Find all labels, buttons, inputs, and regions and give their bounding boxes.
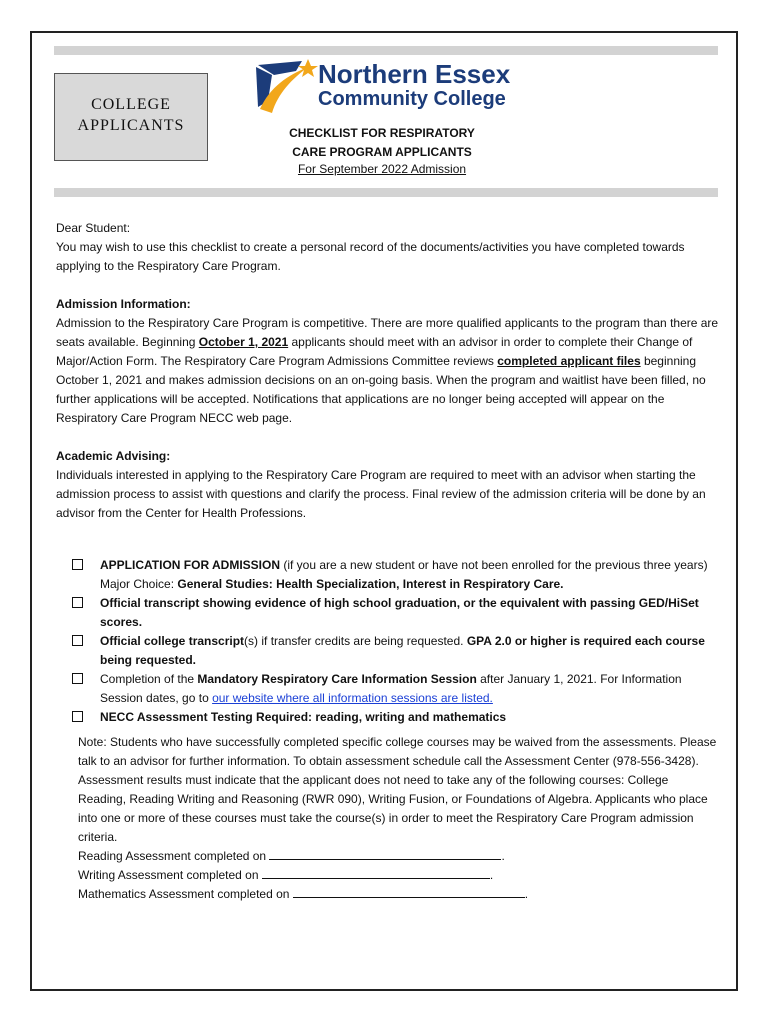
intro-paragraph: You may wish to use this checklist to create a personal record of the documents/activities you have completed towards applying to the Respiratory Care Program. [56, 240, 685, 273]
advising-heading: Academic Advising: [56, 449, 171, 463]
admission-date: October 1, 2021 [198, 335, 289, 349]
info-sessions-link[interactable]: our website where all information sessions are listed. [212, 691, 493, 705]
admission-heading: Admission Information: [56, 297, 191, 311]
checklist-item-college-transcript: Official college transcript(s) if transfer credits are being requested. GPA 2.0 or higher is required each course being requested. [70, 632, 710, 670]
checkbox-info-session[interactable] [72, 673, 83, 684]
logo-name-line2: Community College [318, 88, 506, 110]
checklist [70, 556, 710, 727]
document-page [30, 31, 738, 991]
checkbox-application[interactable] [72, 559, 83, 570]
math-assessment-line: Mathematics Assessment completed on . [78, 887, 529, 901]
salutation: Dear Student: [56, 221, 131, 235]
logo-name-line1: Northern Essex [318, 59, 511, 89]
top-divider [54, 46, 718, 55]
star-swoosh-icon [252, 57, 320, 117]
body-text [56, 219, 720, 523]
checkbox-hs-transcript[interactable] [72, 597, 83, 608]
writing-date-blank[interactable] [262, 866, 490, 879]
reading-date-blank[interactable] [269, 847, 501, 860]
checkbox-college-transcript[interactable] [72, 635, 83, 646]
advising-paragraph: Individuals interested in applying to the Respiratory Care Program are required to meet with an advisor when starting the admission process to assist with questions and clarify the process. Final review of the admission criteria will be done by an advisor from the Center for Health Professions. [56, 468, 706, 520]
assessment-note [78, 733, 718, 904]
writing-assessment-line: Writing Assessment completed on . [78, 868, 494, 882]
math-date-blank[interactable] [293, 885, 525, 898]
college-logo [252, 57, 552, 117]
header-divider [54, 188, 718, 197]
subtitle-text: For September 2022 Admission [297, 162, 467, 176]
title-line2: CARE PROGRAM APPLICANTS [292, 145, 472, 159]
checklist-item-info-session: Completion of the Mandatory Respiratory Care Information Session after January 1, 2021. For Information Session dates, go to our website where all information sessions are listed. [70, 670, 710, 708]
box-label-line2: APPLICANTS [77, 117, 185, 134]
college-applicants-box [54, 73, 208, 161]
completed-files: completed applicant files [497, 354, 641, 368]
checklist-item-assessment: NECC Assessment Testing Required: reading, writing and mathematics [70, 708, 710, 727]
reading-assessment-line: Reading Assessment completed on . [78, 849, 505, 863]
box-label-line1: COLLEGE [91, 96, 171, 113]
note-text: Note: Students who have successfully completed specific college courses may be waived from the assessments. Please talk to an advisor for further information. To obtain assessment schedule call the Assessment Center (978-556-3428). Assessment results must indicate that the applicant does not need to take any of the following courses: College Reading, Reading Writing and Reasoning (RWR 090), Writing Fusion, or Foundations of Algebra. Applicants who place into one or more of these courses must take the course(s) in order to meet the Respiratory Care Program admission criteria. [78, 735, 717, 844]
title-line1: CHECKLIST FOR RESPIRATORY [289, 126, 475, 140]
admission-paragraph: Admission to the Respiratory Care Program is competitive. There are more qualified applicants to the program than there are seats available. Beginning October 1, 2021 applicants should meet with an advisor in order to complete their Change of Major/Action Form. The Respiratory Care Program Admissions Committee reviews completed applicant files beginning October 1, 2021 and makes admission decisions on an on-going basis. When the program and waitlist have been filled, no further applications will be accepted. Notifications that applications are no longer being accepted will appear on the Respiratory Care Program NECC web page. [56, 316, 719, 425]
checklist-item-hs-transcript: Official transcript showing evidence of high school graduation, or the equivalent with passing GED/HiSet scores. [70, 594, 710, 632]
checklist-item-application: APPLICATION FOR ADMISSION (if you are a new student or have not been enrolled for the previous three years) Major Choice: General Studies: Health Specialization, Interest in Respiratory Care. [70, 556, 710, 594]
checkbox-assessment[interactable] [72, 711, 83, 722]
document-subtitle [232, 162, 532, 176]
document-title [232, 124, 532, 162]
